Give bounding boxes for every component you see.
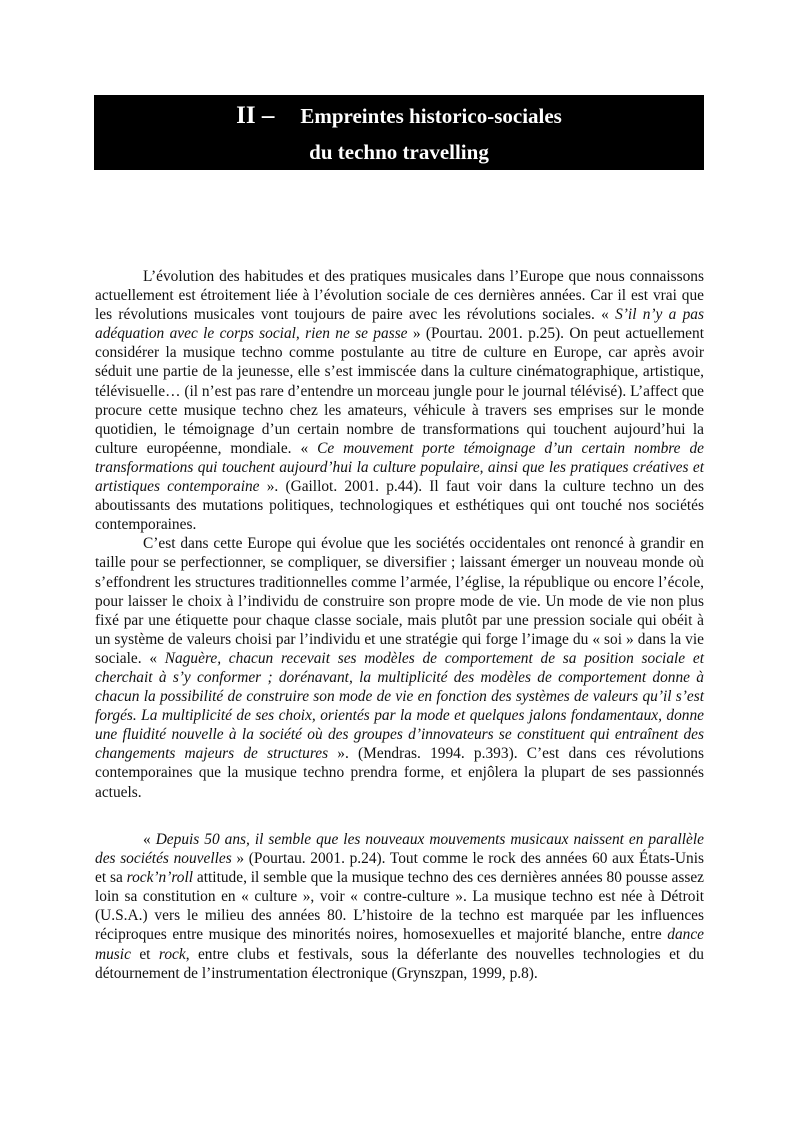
text-run: attitude, il semble que la musique techno des ces dernières années 80 pousse assez loin sa constitution en « culture », voir « contre-culture ». La musique techno est née à Détroit (U.S.A.) vers le milieu des années 80. L’histoire de la techno est marquée par les influences réciproques entre musique des minorités noires, homosexuelles et majorité blanche, entre [95,869,704,944]
body-text-block-2 [95,830,704,983]
section-title-text-1: Empreintes historico-sociales [300,104,562,128]
text-run: » (Pourtau. 2001. p.24). Tout comme le rock des années 60 aux États-Unis et sa [95,850,705,887]
text-run: ». (Mendras. 1994. p.393). C’est dans ces révolutions contemporaines que la musique techno prendra forme, et enjôlera la plupart de ses passionnés actuels. [95,745,704,801]
italic-quote-run: Ce mouvement porte témoignage d’un certain nombre de transformations qui touchent aujourd’hui la culture populaire, ainsi que les pratiques créatives et artistiques contemporaine [95,439,704,496]
text-run: , entre clubs et festivals, sous la déferlante des nouvelles technologies et du détournement de l’instrumentation électronique (Grynszpan, 1999, p.8). [95,945,704,982]
italic-quote-run: Depuis 50 ans, il semble que les nouveaux mouvements musicaux naissent en parallèle des sociétés nouvelles [95,831,705,868]
italic-quote-run: S’il n’y a pas adéquation avec le corps social, rien ne se passe [95,306,704,343]
paragraph-3 [95,830,704,983]
text-run: ». (Gaillot. 2001. p.44). Il faut voir dans la culture techno un des aboutissants des mutations politiques, technologiques et esthétiques qui ont touché nos sociétés contemporaines. [95,478,704,534]
text-run: L’évolution des habitudes et des pratiques musicales dans l’Europe que nous connaissons actuellement est étroitement liée à l’évolution sociale de ces dernières années. Car il est vrai que les révolutions musicales vont toujours de paire avec les révolutions sociales. « [95,268,704,324]
section-title-line-1 [94,101,704,131]
paragraph-1 [95,267,704,534]
body-text-block-1 [95,267,704,802]
text-run: C’est dans cette Europe qui évolue que les sociétés occidentales ont renoncé à grandir en taille pour se perfectionner, se compliquer, se diversifier ; laissant émerger un nouveau monde où s’effondrent les structures traditionnelles comme l’armée, l’église, la république ou encore l’école, pour laisser le choix à l’individu de construire son propre mode de vie. Un mode de vie non plus fixé par une étiquette pour chaque classe sociale, mais plutôt par une pression sociale qui obéit à un système de valeurs choisi par l’individu et une stratégie qui forge l’image du « soi » dans la vie sociale. « [95,535,704,667]
italic-quote-run: dance music [95,926,704,963]
text-run: » (Pourtau. 2001. p.25). On peut actuellement considérer la musique techno comme postulante au titre de culture en Europe, car après avoir séduit une partie de la jeunesse, elle s’est immiscée dans la culture cinématographique, artistique, télévisuelle… (il n’est pas rare d’entendre un morceau jungle pour le journal télévisé). L’affect que procure cette musique techno chez les amateurs, véhicule à travers ses emprises sur le monde quotidien, le témoignage d’un certain nombre de transformations qui touchent aujourd’hui la culture européenne, mondiale. « [95,325,704,457]
section-title-line-2: du techno travelling [309,140,489,164]
paragraph-2 [95,534,704,801]
section-numeral: II – [236,102,275,129]
italic-quote-run: rock’n’roll [126,869,194,887]
text-run: « [143,831,156,848]
italic-quote-run: rock [158,945,186,963]
section-title-banner [94,95,704,170]
italic-quote-run: Naguère, chacun recevait ses modèles de comportement de sa position sociale et cherchait à s’y conformer ; dorénavant, la multiplicité des modèles de comportement donne à chacun la possibilité de construire son mode de vie en fonction des systèmes de valeurs qu’il s’est forgés. La multiplicité de ses choix, orientés par la mode et quelques jalons fondamentaux, donne une fluidité nouvelle à la société où des groupes d’innovateurs se constituent qui entraînent des changements majeurs de structures [95,649,704,763]
text-run: et [130,945,159,963]
